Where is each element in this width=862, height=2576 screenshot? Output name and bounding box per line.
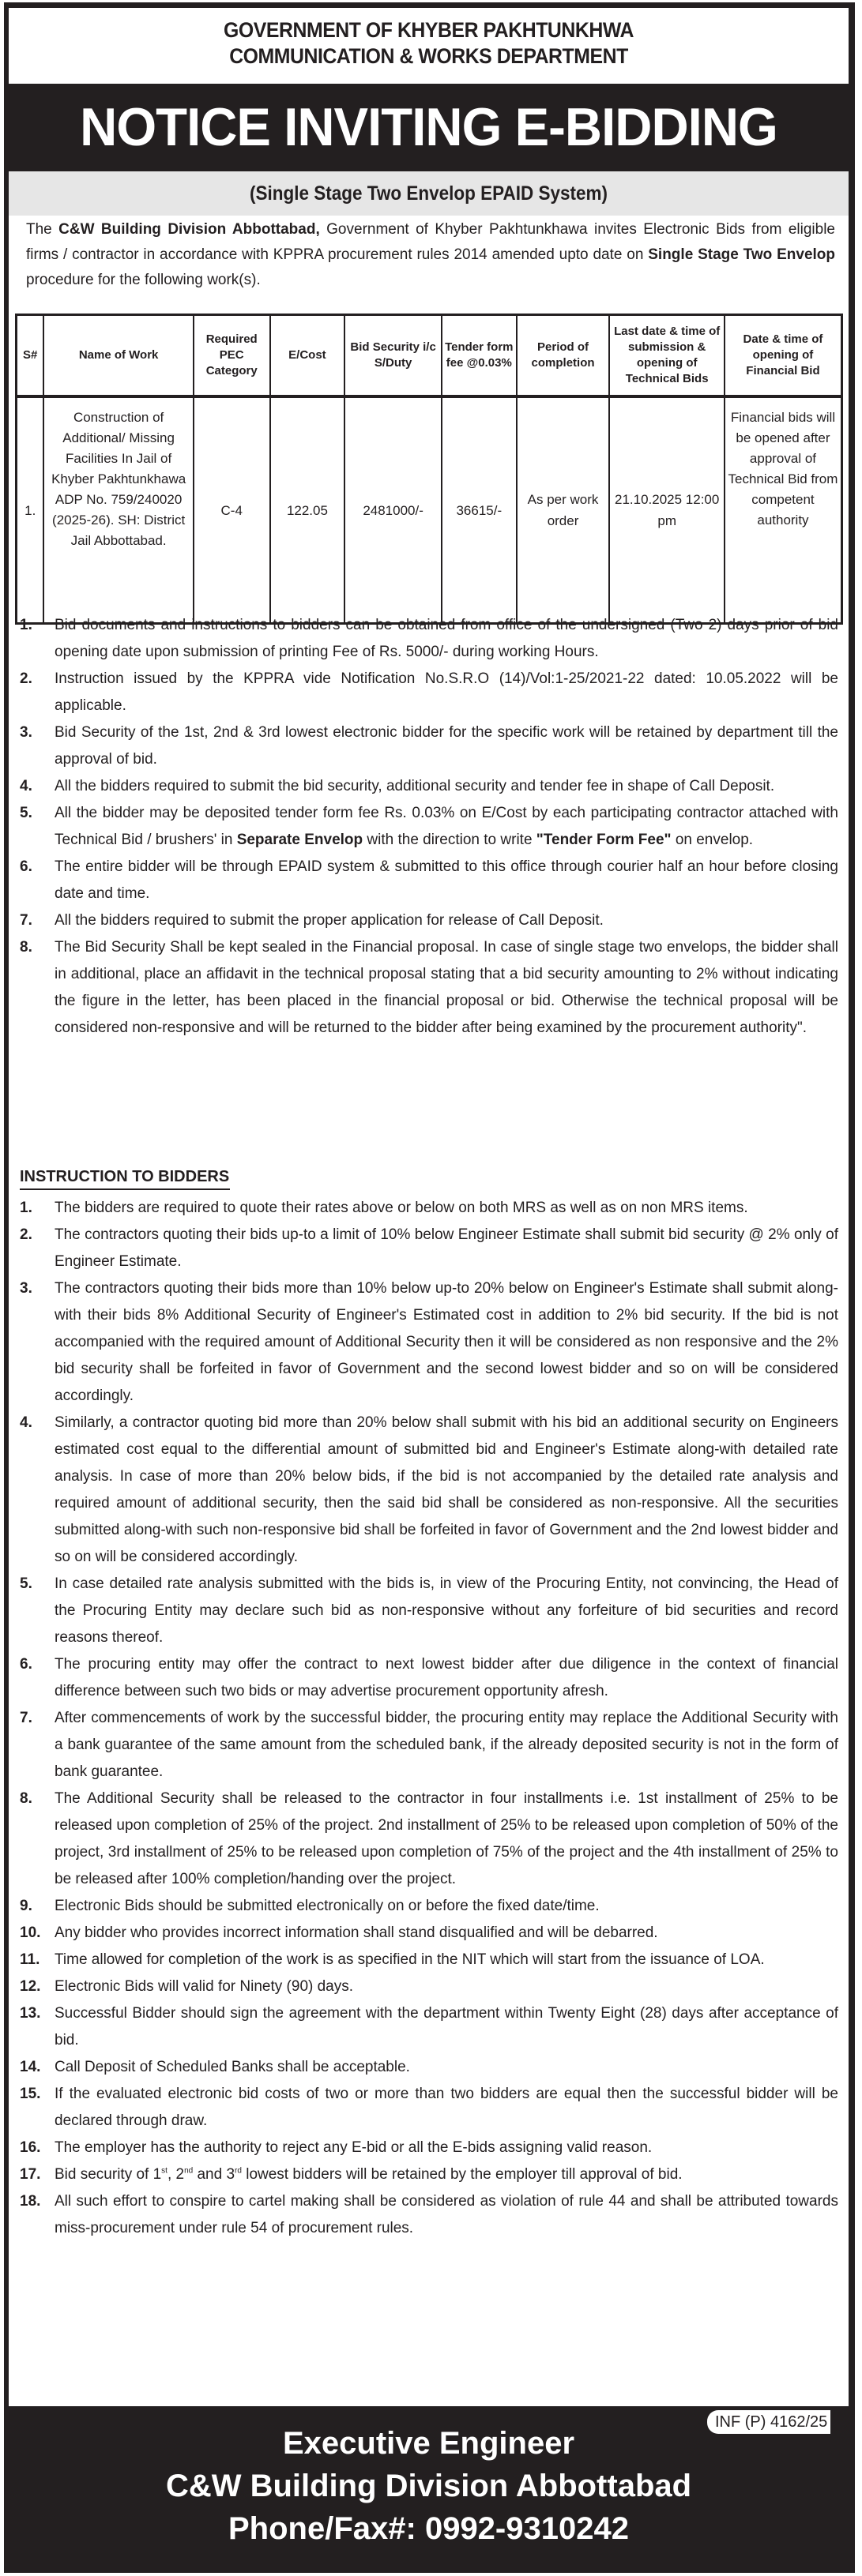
item-text — [55, 800, 838, 854]
item-number: 7. — [20, 1710, 32, 1726]
table-row — [17, 396, 842, 624]
list-item — [20, 1705, 838, 1786]
list-item — [20, 2188, 838, 2242]
item-text: Electronic Bids will valid for Ninety (90) days. — [55, 1978, 354, 1995]
notice-sheet — [9, 8, 849, 2406]
item-number: 10. — [20, 1924, 41, 1941]
column-header: Date & time of opening of Financial Bid — [725, 315, 842, 397]
item-text-part: All the bidder may be deposited tender form fee Rs. 0.03% on E/Cost by each participating contractor attached with Technical Bid / brushers' in — [55, 805, 838, 848]
signature-footer — [9, 2406, 849, 2570]
item-text: Any bidder who provides incorrect information shall stand disqualified and will be debarred. — [55, 1924, 658, 1941]
item-text: The employer has the authority to reject any E-bid or all the E-bids assigning valid reason. — [55, 2139, 653, 2156]
item-text: Bid documents and instructions to bidders can be obtained from office of the undersigned (Two 2) days prior of bid opening date upon submission of printing Fee of Rs. 5000/- during working Hours. — [55, 617, 838, 660]
item-text: In case detailed rate analysis submitted with the bids is, in view of the Procuring Entity, not convincing, the Head of the Procuring Entity may declare such bid as non-responsive without any forfeiture of bid securities and record reasons thereof. — [55, 1575, 838, 1646]
ordinal-suffix: st — [161, 2166, 168, 2176]
intro-text: procedure for the following work(s). — [26, 272, 261, 288]
officer-title: Executive Engineer — [282, 2426, 575, 2461]
item-text — [55, 2161, 838, 2188]
list-item — [20, 1973, 838, 2000]
subtitle-band — [9, 171, 849, 216]
item-text: Similarly, a contractor quoting bid more than 20% below shall submit with his bid an additional security on Engineers estimated cost equal to the differential amount of submitted bid and Engineer's Estimate along-with detailed rate analysis. In case of more than 20% below bids, if the bid is not accompanied by the detailed rate analysis and required amount of additional security, then the said bid shall be considered as non-responsive. All the securities submitted along-with such non-responsive bid shall be forfeited in favor of Government and the 2nd lowest bidder and so on will be considered accordingly. — [55, 1414, 838, 1565]
list-item — [20, 612, 838, 666]
emphasis-text: "Tender Form Fee" — [536, 832, 672, 848]
item-text: Time allowed for completion of the work is as specified in the NIT which will start from the issuance of LOA. — [55, 1951, 765, 1968]
column-header: Name of Work — [43, 315, 193, 397]
item-text-part: and 3 — [193, 2166, 235, 2183]
list-item — [20, 2054, 838, 2081]
list-item — [20, 2000, 838, 2054]
list-item — [20, 907, 838, 934]
item-text-part: Bid security of 1 — [55, 2166, 162, 2183]
item-number: 18. — [20, 2193, 41, 2210]
item-text: After commencements of work by the successful bidder, the procuring entity may replace the Additional Security with a bank guarantee of the same amount from the scheduled bank, if the already deposited security is not in the form of bank guarantee. — [55, 1710, 838, 1780]
item-text: The bidders are required to quote their rates above or below on both MRS as well as on non MRS items. — [55, 1200, 748, 1216]
column-header: Tender form fee @0.03% — [442, 315, 517, 397]
list-item — [20, 773, 838, 800]
list-item — [20, 666, 838, 719]
contact-number: Phone/Fax#: 0992-9310242 — [228, 2511, 629, 2546]
intro-text: The — [26, 221, 59, 238]
item-number: 16. — [20, 2139, 41, 2156]
column-header: E/Cost — [270, 315, 345, 397]
list-item — [20, 1195, 838, 1222]
item-text-part: lowest bidders will be retained by the employer till approval of bid. — [241, 2166, 683, 2183]
conditions-list — [20, 612, 838, 1042]
column-header: S# — [17, 315, 44, 397]
item-number: 6. — [20, 858, 32, 875]
financial-opening-cell: Financial bids will be opened after approval of Technical Bid from competent authority — [725, 396, 842, 624]
ordinal-suffix: rd — [235, 2166, 242, 2176]
item-number: 2. — [20, 670, 32, 687]
item-text: The contractors quoting their bids up-to a limit of 10% below Engineer Estimate shall submit bid security @ 2% only of Engineer Estimate. — [55, 1226, 838, 1270]
list-item — [20, 1275, 838, 1410]
item-text: All the bidders required to submit the bid security, additional security and tender fee in shape of Call Deposit. — [55, 778, 775, 794]
list-item — [20, 719, 838, 773]
list-item — [20, 1571, 838, 1651]
item-text: The procuring entity may offer the contract to next lowest bidder after due diligence in the context of financial difference between such two bids or may advertise procurement opportunity afresh. — [55, 1656, 838, 1699]
list-item — [20, 1786, 838, 1893]
column-header: Period of completion — [517, 315, 610, 397]
office-name: C&W Building Division Abbottabad — [165, 2469, 692, 2503]
item-number: 3. — [20, 1280, 32, 1297]
last-date-cell: 21.10.2025 12:00 pm — [609, 396, 725, 624]
intro-paragraph — [26, 217, 835, 293]
division-name: C&W Building Division Abbottabad, — [58, 221, 320, 238]
item-text: Instruction issued by the KPPRA vide Notification No.S.R.O (14)/Vol:1-25/2021-22 dated: 10.05.2022 will be applicable. — [55, 670, 838, 714]
list-item — [20, 934, 838, 1042]
list-item — [20, 800, 838, 854]
table-header-row — [17, 315, 842, 397]
item-number: 12. — [20, 1978, 41, 1995]
instructions-heading: INSTRUCTION TO BIDDERS — [20, 1165, 230, 1190]
item-number: 11. — [20, 1951, 40, 1968]
government-header — [9, 8, 849, 84]
ordinal-suffix: nd — [184, 2166, 194, 2176]
department-name: COMMUNICATION & WORKS DEPARTMENT — [229, 44, 628, 68]
item-text-part: , 2 — [167, 2166, 185, 2183]
emphasis-text: Separate Envelop — [236, 832, 363, 848]
item-number: 4. — [20, 1414, 32, 1431]
estimated-cost-cell: 122.05 — [270, 396, 345, 624]
item-number: 1. — [20, 1200, 32, 1216]
item-text: All the bidders required to submit the proper application for release of Call Deposit. — [55, 912, 604, 929]
list-item — [20, 1920, 838, 1947]
item-text-part: with the direction to write — [363, 832, 536, 848]
item-text: The entire bidder will be through EPAID system & submitted to this office through courier half an hour before closing date and time. — [55, 858, 838, 902]
pec-category-cell: C-4 — [194, 396, 270, 624]
item-text: Bid Security of the 1st, 2nd & 3rd lowest electronic bidder for the specific work will be retained by department till the approval of bid. — [55, 724, 838, 768]
item-text: The Bid Security Shall be kept sealed in the Financial proposal. In case of single stage two envelops, the bidder shall in additional, place an affidavit in the technical proposal stating that a bid security amounting to 2% without indicating the figure in the letter, has been placed in the financial proposal or bid. Otherwise the technical proposal will be considered non-responsive and will be returned to the bidder after being examined by the procurement authority". — [55, 939, 838, 1036]
reference-badge: INF (P) 4162/25 — [707, 2410, 830, 2434]
column-header: Last date & time of submission & opening of Technical Bids — [609, 315, 725, 397]
work-name-cell: Construction of Additional/ Missing Facilities In Jail of Khyber Pakhtunkhawa ADP No. 759/240020 (2025-26). SH: District Jail Abbottabad. — [43, 396, 193, 624]
item-text: The contractors quoting their bids more than 10% below up-to 20% below on Engineer's Estimate shall submit along-with their bids 8% Additional Security of Engineer's Estimated cost in addition to 2% bid security. If the bid is not accompanied with the required amount of Additional Security then it will be considered as non responsive and the 2% bid security shall be forfeited in favor of Government and the second lowest bidder and so on will be considered accordingly. — [55, 1280, 838, 1404]
column-header: Required PEC Category — [194, 315, 270, 397]
works-table — [15, 314, 843, 625]
item-number: 5. — [20, 805, 32, 821]
item-number: 2. — [20, 1226, 32, 1243]
item-number: 9. — [20, 1898, 32, 1914]
tender-fee-cell: 36615/- — [442, 396, 517, 624]
list-item — [20, 1410, 838, 1571]
item-text-part: on envelop. — [671, 832, 754, 848]
serial-cell: 1. — [17, 396, 44, 624]
instructions-list — [20, 1195, 838, 2242]
item-number: 13. — [20, 2005, 41, 2022]
item-number: 8. — [20, 1790, 32, 1807]
completion-period-cell: As per work order — [517, 396, 610, 624]
item-number: 8. — [20, 939, 32, 956]
list-item — [20, 2081, 838, 2135]
title-band — [9, 84, 849, 171]
government-name: GOVERNMENT OF KHYBER PAKHTUNKHWA — [224, 18, 634, 42]
item-number: 4. — [20, 778, 32, 794]
notice-title: NOTICE INVITING E-BIDDING — [80, 97, 777, 157]
item-number: 14. — [20, 2059, 41, 2075]
intro-text: Government of Khyber Pakhtunkhawa invites Electronic Bids from eligible firms / contractor in accordance with KPPRA procurement rules 2014 amended upto date on — [26, 221, 835, 263]
list-item — [20, 2161, 838, 2188]
list-item — [20, 1947, 838, 1973]
list-item — [20, 1222, 838, 1275]
item-text: The Additional Security shall be released to the contractor in four installments i.e. 1st installment of 25% to be released upon completion of 25% of the project. 2nd installment of 25% to be released upon completion of 50% of the project, 3rd installment of 25% to be released upon completion of 75% of the project and the 4th installment of 25% to be released after 100% completion/handing over the project. — [55, 1790, 838, 1887]
column-header: Bid Security i/c S/Duty — [344, 315, 442, 397]
item-text: Call Deposit of Scheduled Banks shall be acceptable. — [55, 2059, 410, 2075]
item-text: If the evaluated electronic bid costs of two or more than two bidders are equal then the successful bidder will be declared through draw. — [55, 2086, 838, 2129]
procedure-name: Single Stage Two Envelop — [648, 246, 835, 263]
item-number: 17. — [20, 2166, 41, 2183]
item-number: 7. — [20, 912, 32, 929]
item-number: 6. — [20, 1656, 32, 1673]
bid-security-cell: 2481000/- — [344, 396, 442, 624]
list-item — [20, 1893, 838, 1920]
item-number: 3. — [20, 724, 32, 741]
list-item — [20, 2135, 838, 2161]
item-text: Electronic Bids should be submitted electronically on or before the fixed date/time. — [55, 1898, 600, 1914]
list-item — [20, 1651, 838, 1705]
notice-subtitle: (Single Stage Two Envelop EPAID System) — [249, 182, 608, 205]
item-text: Successful Bidder should sign the agreement with the department within Twenty Eight (28) days after acceptance of bid. — [55, 2005, 838, 2048]
item-number: 15. — [20, 2086, 41, 2102]
item-number: 1. — [20, 617, 32, 633]
item-number: 5. — [20, 1575, 32, 1592]
item-text: All such effort to conspire to cartel making shall be considered as violation of rule 44 and shall be attributed towards miss-procurement under rule 54 of procurement rules. — [55, 2193, 838, 2236]
list-item — [20, 854, 838, 907]
